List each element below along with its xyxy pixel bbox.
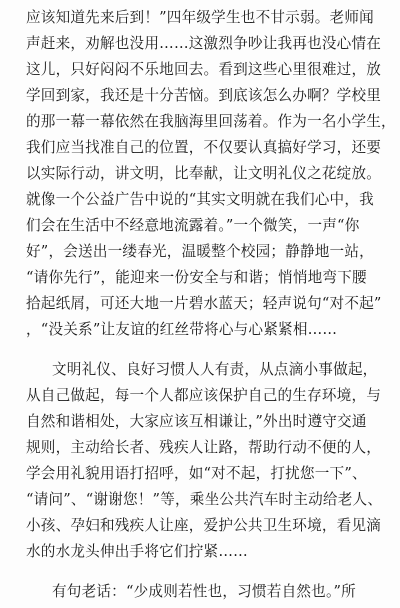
text-line: 就像一个公益广告中说的“其实文明就在我们心中，我 [26,191,374,208]
text-line: 这儿，只好闷闷不乐地回去。看到这些心里很难过，放 [26,61,382,78]
text-line: 以实际行动，讲文明，比奉献，让文明礼仪之花绽放。 [26,165,382,182]
text-line: 自然和谐相处，大家应该互相谦让，”外出时遵守交通 [26,413,367,430]
text-line: 们会在生活中不经意地流露着。”一个微笑，一声“你 [26,217,360,234]
text-line: 规则，主动给长者、残疾人让路，帮助行动不便的人， [26,439,382,456]
paragraph-first-line: 有句老话：“少成则若性也，习惯若自然也。”所 [52,583,356,600]
text-line: ，“没关系”让友谊的红丝带将心与心紧紧相…… [26,321,338,338]
text-line: 水的水龙头伸出手将它们拧紧…… [26,543,248,560]
text-line: 的那一幕一幕依然在我脑海里回荡着。作为一名小学生， [26,113,396,130]
text-line: 我们应当找准自己的位置，不仅要认真搞好学习，还要 [26,139,382,156]
paragraph-first-line: 文明礼仪、良好习惯人人有责，从点滴小事做起， [52,361,378,378]
text-line: “请问”、“谢谢您！”等，乘坐公共汽车时主动给老人、 [26,491,383,508]
text-line: 小孩、孕妇和残疾人让座，爱护公共卫生环境，看见滴 [26,517,382,534]
text-line: 从自己做起，每一个人都应该保护自己的生存环境，与 [26,387,382,404]
text-line: “请你先行”，能迎来一份安全与和谐；悄悄地弯下腰 [26,269,367,286]
text-line: 学会用礼貌用语打招呼，如“对不起，打扰您一下”、 [26,465,367,482]
text-line: 拾起纸屑，可还大地一片碧水蓝天；轻声说句“对不起” [26,295,382,312]
text-line: 好”，会送出一缕春光，温暖整个校园；静静地一站， [26,243,374,260]
text-line: 声赶来，劝解也没用……这激烈争吵让我再也没心情在 [26,35,382,52]
text-line: 学回到家，我还是十分苦恼。到底该怎么办啊？学校里 [26,87,382,104]
text-line: 应该知道先来后到！”四年级学生也不甘示弱。老师闻 [26,9,374,26]
